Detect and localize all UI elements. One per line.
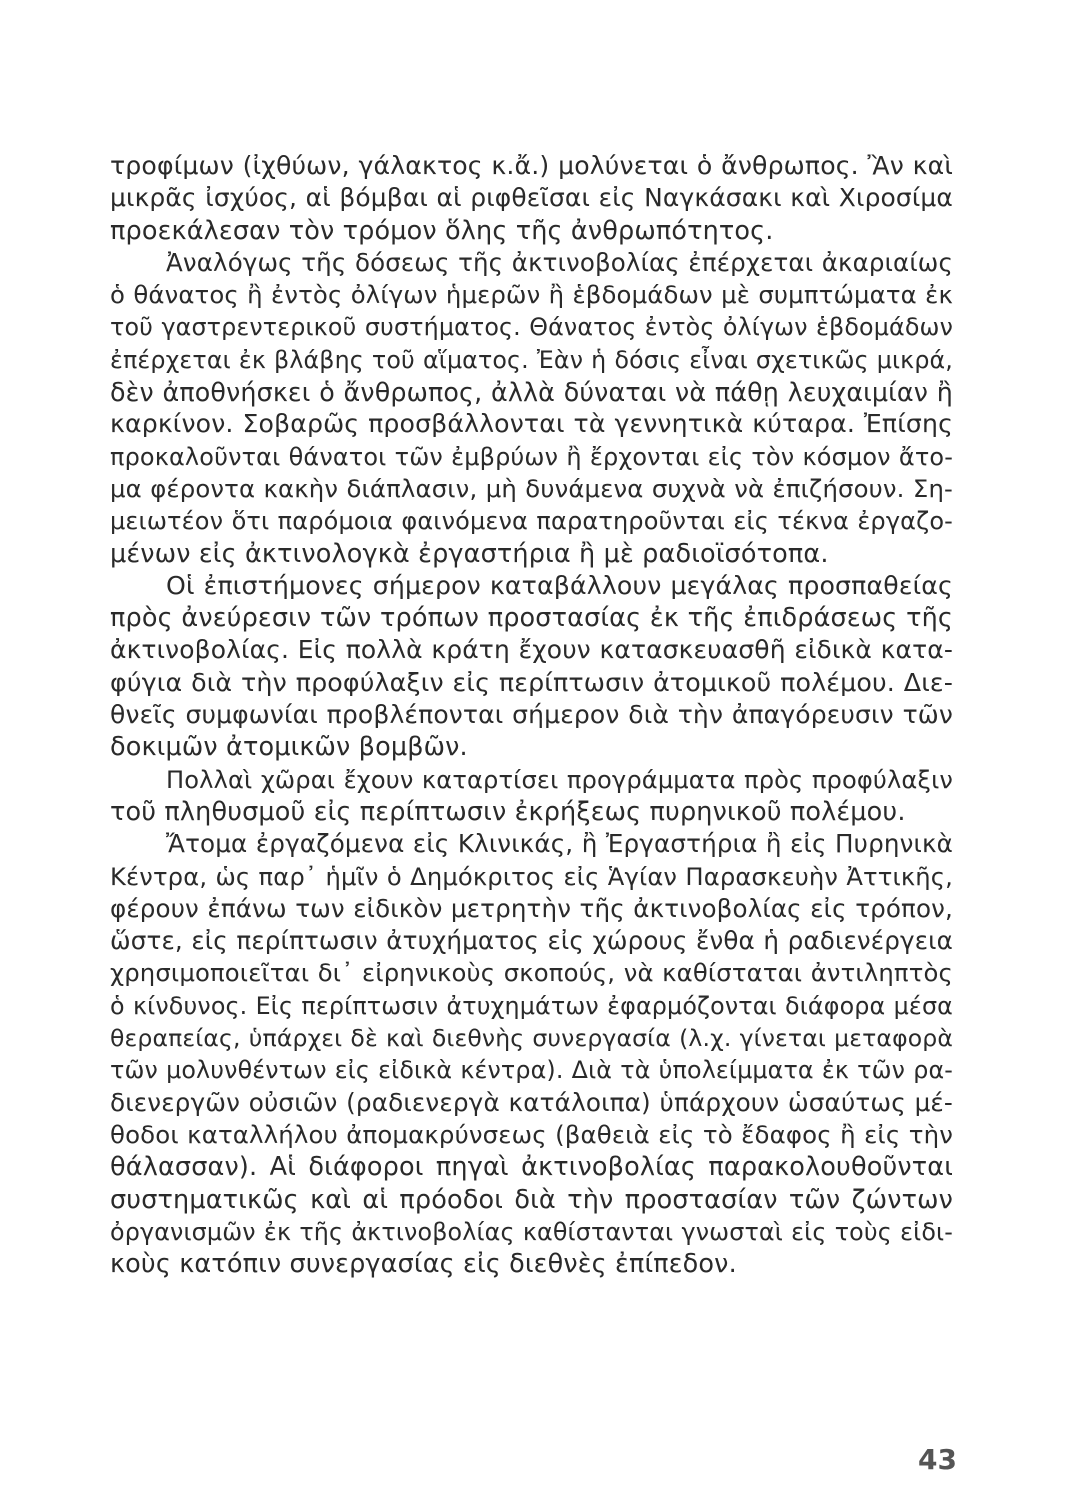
text-line: δὲν ἀποθνήσκει ὁ ἄνθρωπος, ἀλλὰ δύναται νὰ πάθῃ λευχαιμίαν ἢ [110, 377, 953, 408]
text-line: χρησιμοποιεῖται δι᾽ εἰρηνικοὺς σκοπούς, νὰ καθίσταται ἀντιληπτὸς [110, 958, 953, 988]
text-line: Κέντρα, ὡς παρ᾽ ἡμῖν ὁ Δημόκριτος εἰς Ἁγίαν Παρασκευὴν Ἀττικῆς, [110, 862, 953, 891]
paragraph [110, 764, 953, 829]
text-line: ἀκτινοβολίας. Εἰς πολλὰ κράτη ἔχουν κατασκευασθῆ εἰδικὰ κατα- [110, 635, 953, 665]
paragraph [110, 247, 953, 570]
text-line: ὥστε, εἰς περίπτωσιν ἀτυχήματος εἰς χώρους ἔνθα ἡ ραδιενέργεια [110, 926, 953, 956]
text-line: κοὺς κατόπιν συνεργασίας εἰς διεθνὲς ἐπίπεδον. [110, 1249, 737, 1280]
text-line: θεραπείας, ὑπάρχει δὲ καὶ διεθνὴς συνεργασία (λ.χ. γίνεται μεταφορὰ [110, 1024, 953, 1053]
text-line: θνεῖς συμφωνίαι προβλέπονται σήμερον διὰ τὴν ἀπαγόρευσιν τῶν [110, 700, 953, 730]
text-line: φύγια διὰ τὴν προφύλαξιν εἰς περίπτωσιν ἀτομικοῦ πολέμου. Διε- [110, 667, 953, 697]
text-line: προεκάλεσαν τὸν τρόμον ὅλης τῆς ἀνθρωπότητος. [110, 215, 774, 246]
text-line: ὁ κίνδυνος. Εἰς περίπτωσιν ἀτυχημάτων ἐφαρμόζονται διάφορα μέσα [110, 991, 953, 1020]
text-line: θοδοι καταλλήλου ἀπομακρύνσεως (βαθειὰ εἰς τὸ ἔδαφος ἢ εἰς τὴν [110, 1119, 953, 1149]
text-line: διενεργῶν οὐσιῶν (ραδιενεργὰ κατάλοιπα) ὑπάρχουν ὡσαύτως μέ- [110, 1087, 953, 1117]
paragraph [110, 150, 953, 247]
text-line: φέρουν ἐπάνω των εἰδικὸν μετρητὴν τῆς ἀκτινοβολίας εἰς τρόπον, [110, 893, 953, 923]
text-line: ἐπέρχεται ἐκ βλάβης τοῦ αἵματος. Ἐὰν ἡ δόσις εἶναι σχετικῶς μικρά, [110, 345, 953, 374]
text-line: τοῦ γαστρεντερικοῦ συστήματος. Θάνατος ἐντὸς ὀλίγων ἑβδομάδων [110, 313, 953, 342]
body-text [110, 150, 953, 1280]
text-line: Οἱ ἐπιστήμονες σήμερον καταβάλλουν μεγάλας προσπαθείας [166, 570, 953, 600]
text-line: μειωτέον ὅτι παρόμοια φαινόμενα παρατηροῦνται εἰς τέκνα ἐργαζο- [110, 507, 953, 536]
text-line: μα φέροντα κακὴν διάπλασιν, μὴ δυνάμενα συχνὰ νὰ ἐπιζήσουν. Ση- [110, 473, 953, 503]
paragraph [110, 828, 953, 1280]
text-line: τῶν μολυνθέντων εἰς εἰδικὰ κέντρα). Διὰ τὰ ὑπολείμματα ἐκ τῶν ρα- [110, 1056, 953, 1085]
text-line: τοῦ πληθυσμοῦ εἰς περίπτωσιν ἐκρήξεως πυρηνικοῦ πολέμου. [110, 796, 906, 827]
text-line: θάλασσαν). Αἱ διάφοροι πηγαὶ ἀκτινοβολίας παρακολουθοῦνται [110, 1152, 953, 1183]
text-line: Ἀναλόγως τῆς δόσεως τῆς ἀκτινοβολίας ἐπέρχεται ἀκαριαίως [166, 247, 953, 277]
text-line: δοκιμῶν ἀτομικῶν βομβῶν. [110, 732, 468, 763]
text-line: προκαλοῦνται θάνατοι τῶν ἐμβρύων ἢ ἔρχονται εἰς τὸν κόσμον ἄτο- [110, 442, 953, 471]
text-line: συστηματικῶς καὶ αἱ πρόοδοι διὰ τὴν προστασίαν τῶν ζώντων [110, 1184, 953, 1215]
text-line: Ἄτομα ἐργαζόμενα εἰς Κλινικάς, ἢ Ἐργαστήρια ἢ εἰς Πυρηνικὰ [166, 829, 953, 859]
paragraph [110, 570, 953, 764]
text-line: καρκίνον. Σοβαρῶς προσβάλλονται τὰ γεννητικὰ κύταρα. Ἐπίσης [110, 409, 953, 439]
text-line: μένων εἰς ἀκτινολογκὰ ἐργαστήρια ἢ μὲ ραδιοϊσότοπα. [110, 538, 829, 569]
text-line: ὁ θάνατος ἢ ἐντὸς ὀλίγων ἡμερῶν ἢ ἑβδομάδων μὲ συμπτώματα ἐκ [110, 280, 953, 310]
text-line: ὀργανισμῶν ἐκ τῆς ἀκτινοβολίας καθίστανται γνωσταὶ εἰς τοὺς εἰδι- [110, 1217, 953, 1246]
text-line: Πολλαὶ χῶραι ἔχουν καταρτίσει προγράμματα πρὸς προφύλαξιν [166, 765, 953, 794]
page-number: 43 [918, 1443, 957, 1476]
text-line: μικρᾶς ἰσχύος, αἱ βόμβαι αἱ ριφθεῖσαι εἰς Ναγκάσακι καὶ Χιροσίμα [110, 183, 953, 213]
text-line: πρὸς ἀνεύρεσιν τῶν τρόπων προστασίας ἐκ τῆς ἐπιδράσεως τῆς [110, 603, 953, 634]
text-line: τροφίμων (ἰχθύων, γάλακτος κ.ἄ.) μολύνεται ὁ ἄνθρωπος. Ἂν καὶ [110, 151, 953, 180]
